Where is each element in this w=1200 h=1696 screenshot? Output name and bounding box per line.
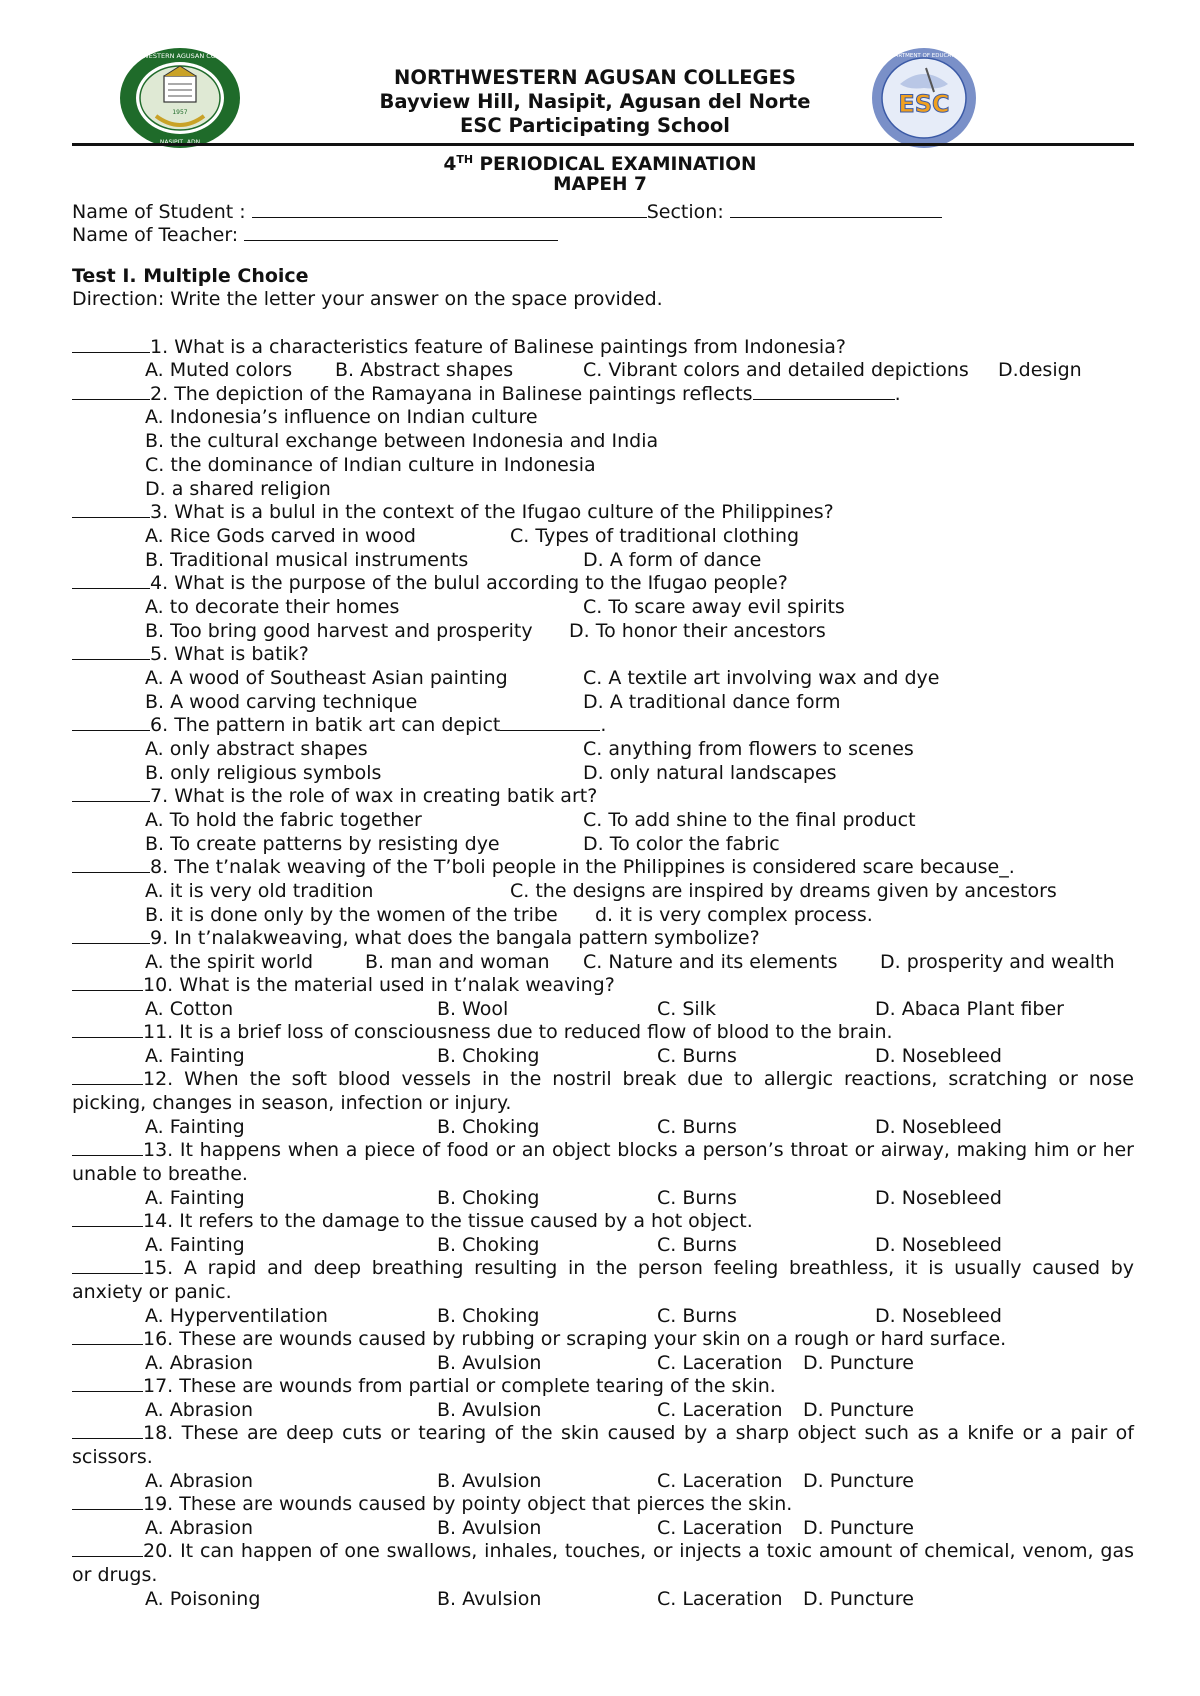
option-14c[interactable]: C. Burns xyxy=(657,1234,737,1256)
exam-subject: MAPEH 7 xyxy=(553,174,647,195)
option-4b[interactable]: B. Too bring good harvest and prosperity xyxy=(145,620,533,642)
option-16c[interactable]: C. Laceration xyxy=(657,1352,783,1374)
option-16d[interactable]: D. Puncture xyxy=(803,1352,914,1374)
student-name-label: Name of Student : xyxy=(72,201,246,223)
question-15: 15. A rapid and deep breathing resulting in the person feeling breathless, it is usually caused by anxiety or panic. xyxy=(72,1257,1134,1303)
exam-title-rest: PERIODICAL EXAMINATION xyxy=(473,154,757,176)
answer-blank-13[interactable] xyxy=(72,1138,143,1156)
option-15b[interactable]: B. Choking xyxy=(437,1305,540,1327)
question-6: 6. The pattern in batik art can depict . xyxy=(72,713,1134,738)
exam-title-prefix: 4 xyxy=(443,154,457,176)
exam-title-sup: TH xyxy=(456,153,474,166)
option-20d[interactable]: D. Puncture xyxy=(803,1588,914,1610)
option-13b[interactable]: B. Choking xyxy=(437,1187,540,1209)
option-12d[interactable]: D. Nosebleed xyxy=(875,1116,1002,1138)
option-16b[interactable]: B. Avulsion xyxy=(437,1352,542,1374)
answer-blank-12[interactable] xyxy=(72,1067,143,1085)
fill-blank-6[interactable] xyxy=(500,713,600,731)
school-header xyxy=(0,66,1200,138)
answer-blank-19[interactable] xyxy=(72,1492,143,1510)
option-14b[interactable]: B. Choking xyxy=(437,1234,540,1256)
option-14d[interactable]: D. Nosebleed xyxy=(875,1234,1002,1256)
option-12a[interactable]: A. Fainting xyxy=(145,1116,245,1138)
school-name: NORTHWESTERN AGUSAN COLLEGES xyxy=(394,66,796,89)
option-7b[interactable]: B. To create patterns by resisting dye xyxy=(145,833,500,855)
answer-blank-10[interactable] xyxy=(72,973,143,991)
answer-blank-9[interactable] xyxy=(72,926,150,944)
option-1a[interactable]: A. Muted colors xyxy=(145,359,293,381)
answer-blank-7[interactable] xyxy=(72,784,150,802)
option-6a[interactable]: A. only abstract shapes xyxy=(145,738,368,760)
option-20b[interactable]: B. Avulsion xyxy=(437,1588,542,1610)
answer-blank-11[interactable] xyxy=(72,1020,143,1038)
answer-blank-1[interactable] xyxy=(72,335,150,353)
option-1b[interactable]: B. Abstract shapes xyxy=(335,359,514,381)
option-18b[interactable]: B. Avulsion xyxy=(437,1470,542,1492)
option-10a[interactable]: A. Cotton xyxy=(145,998,234,1020)
option-9b[interactable]: B. man and woman xyxy=(365,951,550,973)
option-11a[interactable]: A. Fainting xyxy=(145,1045,245,1067)
option-7c[interactable]: C. To add shine to the final product xyxy=(583,809,916,831)
question-2: 2. The depiction of the Ramayana in Balinese paintings reflects . xyxy=(72,382,1134,407)
question-18: 18. These are deep cuts or tearing of the skin caused by a sharp object such as a knife or a pair of scissors. xyxy=(72,1422,1134,1468)
answer-blank-20[interactable] xyxy=(72,1539,143,1557)
option-12c[interactable]: C. Burns xyxy=(657,1116,737,1138)
option-1c[interactable]: C. Vibrant colors and detailed depictions xyxy=(583,359,969,381)
option-11d[interactable]: D. Nosebleed xyxy=(875,1045,1002,1067)
teacher-name-input[interactable] xyxy=(244,222,558,241)
option-10b[interactable]: B. Wool xyxy=(437,998,509,1020)
option-9a[interactable]: A. the spirit world xyxy=(145,951,314,973)
option-3b[interactable]: B. Traditional musical instruments xyxy=(145,549,469,571)
option-14a[interactable]: A. Fainting xyxy=(145,1234,245,1256)
question-12: 12. When the soft blood vessels in the nostril break due to allergic reactions, scratching or nose picking, changes in season, infection or injury. xyxy=(72,1068,1134,1114)
option-11b[interactable]: B. Choking xyxy=(437,1045,540,1067)
option-4d[interactable]: D. To honor their ancestors xyxy=(569,620,826,642)
question-17: 17. These are wounds from partial or complete tearing of the skin. xyxy=(72,1374,1134,1399)
esc-logo-label: ESC xyxy=(898,90,950,118)
option-8a[interactable]: A. it is very old tradition xyxy=(145,880,374,902)
option-5d[interactable]: D. A traditional dance form xyxy=(583,691,841,713)
option-19d[interactable]: D. Puncture xyxy=(803,1517,914,1539)
option-18d[interactable]: D. Puncture xyxy=(803,1470,914,1492)
option-3a[interactable]: A. Rice Gods carved in wood xyxy=(145,525,416,547)
option-20c[interactable]: C. Laceration xyxy=(657,1588,783,1610)
question-4: 4. What is the purpose of the bulul according to the Ifugao people? xyxy=(72,571,1134,596)
option-3d[interactable]: D. A form of dance xyxy=(583,549,762,571)
option-10c[interactable]: C. Silk xyxy=(657,998,716,1020)
option-15a[interactable]: A. Hyperventilation xyxy=(145,1305,328,1327)
student-field-row xyxy=(72,199,942,224)
option-2a[interactable]: A. Indonesia’s influence on Indian culture xyxy=(145,406,538,428)
option-5b[interactable]: B. A wood carving technique xyxy=(145,691,418,713)
header-divider xyxy=(72,143,1134,146)
school-address: Bayview Hill, Nasipit, Agusan del Norte xyxy=(379,90,811,113)
option-15d[interactable]: D. Nosebleed xyxy=(875,1305,1002,1327)
option-6b[interactable]: B. only religious symbols xyxy=(145,762,382,784)
question-13: 13. It happens when a piece of food or an object blocks a person’s throat or airway, making him or her unable to breathe. xyxy=(72,1139,1134,1185)
question-8: 8. The t’nalak weaving of the T’boli people in the Philippines is considered scare because_. xyxy=(72,855,1134,880)
option-18a[interactable]: A. Abrasion xyxy=(145,1470,254,1492)
option-4a[interactable]: A. to decorate their homes xyxy=(145,596,400,618)
option-10d[interactable]: D. Abaca Plant fiber xyxy=(875,998,1064,1020)
question-20: 20. It can happen of one swallows, inhales, touches, or injects a toxic amount of chemical, venom, gas or drugs. xyxy=(72,1540,1135,1586)
question-7: 7. What is the role of wax in creating batik art? xyxy=(72,784,1134,809)
question-1: 1. What is a characteristics feature of Balinese paintings from Indonesia? xyxy=(72,335,1134,360)
answer-blank-15[interactable] xyxy=(72,1256,143,1274)
option-13c[interactable]: C. Burns xyxy=(657,1187,737,1209)
option-2b[interactable]: B. the cultural exchange between Indonesia and India xyxy=(145,430,659,452)
option-11c[interactable]: C. Burns xyxy=(657,1045,737,1067)
option-13d[interactable]: D. Nosebleed xyxy=(875,1187,1002,1209)
option-2c[interactable]: C. the dominance of Indian culture in Indonesia xyxy=(145,454,596,476)
question-10: 10. What is the material used in t’nalak weaving? xyxy=(72,973,1134,998)
option-18c[interactable]: C. Laceration xyxy=(657,1470,783,1492)
answer-blank-8[interactable] xyxy=(72,855,150,873)
question-9: 9. In t’nalakweaving, what does the bangala pattern symbolize? xyxy=(72,926,1134,951)
answer-blank-3[interactable] xyxy=(72,500,150,518)
option-8c[interactable]: C. the designs are inspired by dreams given by ancestors xyxy=(510,880,1057,902)
esc-ring-text: DEPARTMENT OF EDUCATION xyxy=(883,53,965,59)
option-19c[interactable]: C. Laceration xyxy=(657,1517,783,1539)
option-17d[interactable]: D. Puncture xyxy=(803,1399,914,1421)
option-9c[interactable]: C. Nature and its elements xyxy=(583,951,838,973)
option-8b[interactable]: B. it is done only by the women of the tribe xyxy=(145,904,558,926)
option-17a[interactable]: A. Abrasion xyxy=(145,1399,254,1421)
option-19a[interactable]: A. Abrasion xyxy=(145,1517,254,1539)
option-7d[interactable]: D. To color the fabric xyxy=(583,833,780,855)
answer-blank-17[interactable] xyxy=(72,1374,143,1392)
option-6d[interactable]: D. only natural landscapes xyxy=(583,762,837,784)
test-title: Test I. Multiple Choice xyxy=(72,265,309,287)
question-11: 11. It is a brief loss of consciousness due to reduced flow of blood to the brain. xyxy=(72,1020,1134,1045)
answer-blank-5[interactable] xyxy=(72,642,150,660)
option-9d[interactable]: D. prosperity and wealth xyxy=(880,951,1115,973)
test-direction: Direction: Write the letter your answer on the space provided. xyxy=(72,288,663,310)
option-5c[interactable]: C. A textile art involving wax and dye xyxy=(583,667,940,689)
option-19b[interactable]: B. Avulsion xyxy=(437,1517,542,1539)
question-14: 14. It refers to the damage to the tissue caused by a hot object. xyxy=(72,1209,1134,1234)
option-4c[interactable]: C. To scare away evil spirits xyxy=(583,596,845,618)
teacher-name-label: Name of Teacher: xyxy=(72,224,239,246)
option-16a[interactable]: A. Abrasion xyxy=(145,1352,254,1374)
answer-blank-4[interactable] xyxy=(72,571,150,589)
question-19: 19. These are wounds caused by pointy object that pierces the skin. xyxy=(72,1492,1134,1517)
option-17c[interactable]: C. Laceration xyxy=(657,1399,783,1421)
student-name-input[interactable] xyxy=(252,199,647,218)
option-6c[interactable]: C. anything from flowers to scenes xyxy=(583,738,914,760)
option-8d[interactable]: d. it is very complex process. xyxy=(595,904,873,926)
answer-blank-16[interactable] xyxy=(72,1327,143,1345)
seal-ring-text: NORTHWESTERN AGUSAN COLLEGES xyxy=(119,52,241,60)
option-3c[interactable]: C. Types of traditional clothing xyxy=(510,525,800,547)
option-13a[interactable]: A. Fainting xyxy=(145,1187,245,1209)
option-20a[interactable]: A. Poisoning xyxy=(145,1588,261,1610)
question-5: 5. What is batik? xyxy=(72,642,1134,667)
answer-blank-14[interactable] xyxy=(72,1209,143,1227)
option-2d[interactable]: D. a shared religion xyxy=(145,478,331,500)
option-5a[interactable]: A. A wood of Southeast Asian painting xyxy=(145,667,508,689)
question-16: 16. These are wounds caused by rubbing or scraping your skin on a rough or hard surface. xyxy=(72,1327,1134,1352)
option-15c[interactable]: C. Burns xyxy=(657,1305,737,1327)
option-7a[interactable]: A. To hold the fabric together xyxy=(145,809,422,831)
answer-blank-6[interactable] xyxy=(72,713,150,731)
school-program: ESC Participating School xyxy=(460,114,730,137)
answer-blank-2[interactable] xyxy=(72,382,150,400)
option-1d[interactable]: D.design xyxy=(998,359,1082,381)
question-3: 3. What is a bulul in the context of the Ifugao culture of the Philippines? xyxy=(72,500,1134,525)
option-12b[interactable]: B. Choking xyxy=(437,1116,540,1138)
section-label: Section: xyxy=(646,201,724,223)
answer-blank-18[interactable] xyxy=(72,1421,143,1439)
seal-year: 1957 xyxy=(172,109,188,116)
option-17b[interactable]: B. Avulsion xyxy=(437,1399,542,1421)
teacher-field-row xyxy=(72,222,558,247)
fill-blank-2[interactable] xyxy=(753,382,895,400)
section-input[interactable] xyxy=(730,199,942,218)
